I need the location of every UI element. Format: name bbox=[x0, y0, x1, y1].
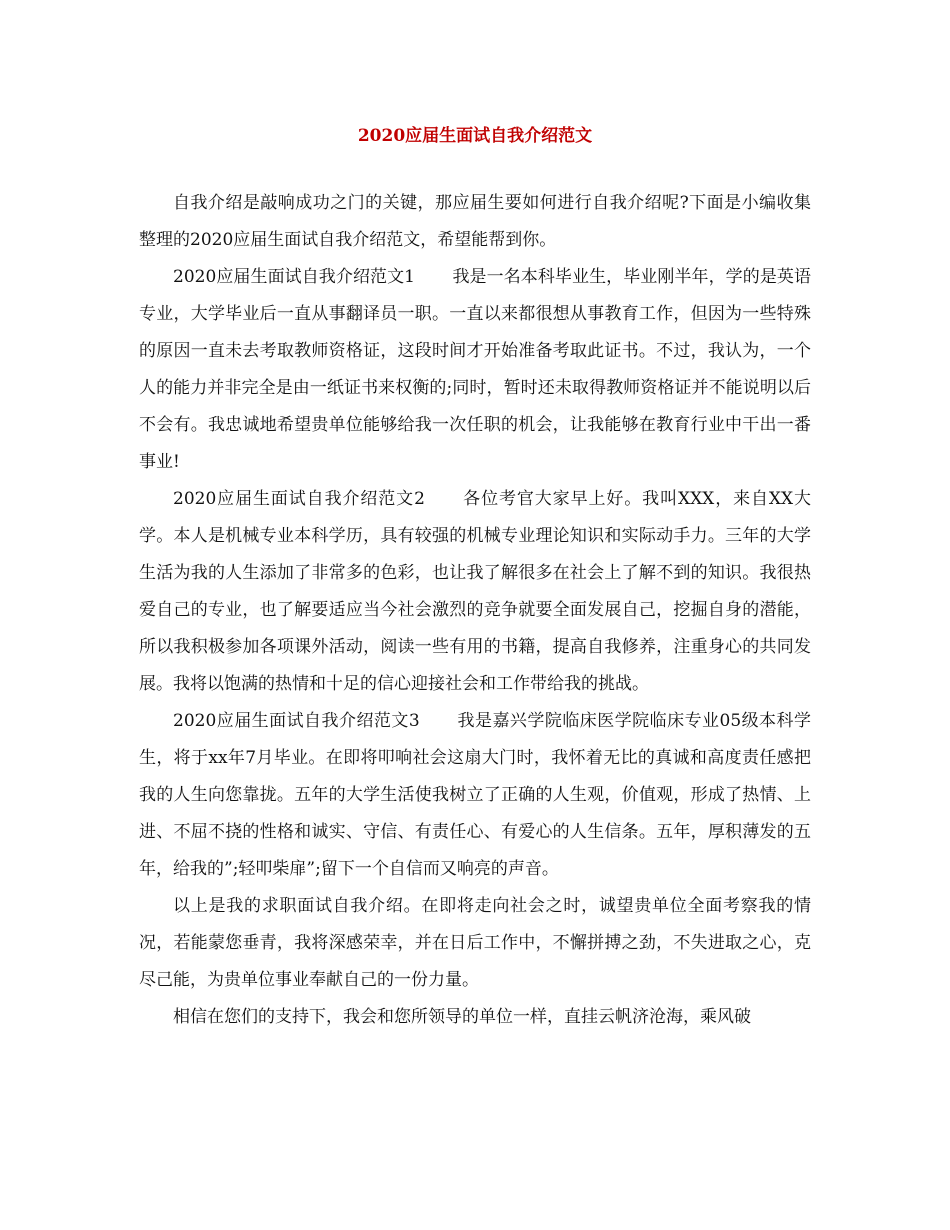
section-paragraph-3 bbox=[139, 703, 811, 888]
section-text-2: 各位考官大家早上好。我叫XXX，来自XX大学。本人是机械专业本科学历，具有较强的机械专业理论知识和实际动手力。三年的大学生活为我的人生添加了非常多的色彩，也让我了解很多在社会上了解不到的知识。我很热爱自己的专业，也了解要适应当今社会激烈的竞争就要全面发展自己，挖掘自身的潜能，所以我积极参加各项课外活动，阅读一些有用的书籍，提高自我修养，注重身心的共同发展。我将以饱满的热情和十足的信心迎接社会和工作带给我的挑战。 bbox=[139, 489, 811, 694]
section-paragraph-2 bbox=[139, 481, 811, 703]
section-label-2: 2020应届生面试自我介绍范文2 bbox=[173, 489, 425, 509]
section-text-1: 我是一名本科毕业生，毕业刚半年，学的是英语专业，大学毕业后一直从事翻译员一职。一直以来都很想从事教育工作，但因为一些特殊的原因一直未去考取教师资格证，这段时间才开始准备考取此证书。不过，我认为，一个人的能力并非完全是由一纸证书来权衡的;同时，暂时还未取得教师资格证并不能说明以后不会有。我忠诚地希望贵单位能够给我一次任职的机会，让我能够在教育行业中干出一番事业! bbox=[139, 267, 811, 472]
closing-paragraph-2: 相信在您们的支持下，我会和您所领导的单位一样，直挂云帆济沧海，乘风破 bbox=[173, 1007, 751, 1027]
document-body bbox=[139, 185, 811, 1036]
closing-paragraph-1: 以上是我的求职面试自我介绍。在即将走向社会之时，诚望贵单位全面考察我的情况，若能蒙您垂青，我将深感荣幸，并在日后工作中，不懈拼搏之劲，不失进取之心，克尽己能，为贵单位事业奉献自己的一份力量。 bbox=[139, 896, 811, 990]
section-text-3: 我是嘉兴学院临床医学院临床专业05级本科学生，将于xx年7月毕业。在即将叩响社会这扇大门时，我怀着无比的真诚和高度责任感把我的人生向您靠拢。五年的大学生活使我树立了正确的人生观，价值观，形成了热情、上进、不屈不挠的性格和诚实、守信、有责任心、有爱心的人生信条。五年，厚积薄发的五年，给我的”;轻叩柴扉”;留下一个自信而又响亮的声音。 bbox=[139, 711, 811, 879]
section-label-1: 2020应届生面试自我介绍范文1 bbox=[173, 267, 415, 287]
document-title: 2020应届生面试自我介绍范文 bbox=[357, 126, 593, 146]
section-paragraph-1 bbox=[139, 259, 811, 481]
section-label-3: 2020应届生面试自我介绍范文3 bbox=[173, 711, 420, 731]
intro-paragraph: 自我介绍是敲响成功之门的关键，那应届生要如何进行自我介绍呢?下面是小编收集整理的2020应届生面试自我介绍范文，希望能帮到你。 bbox=[139, 193, 811, 250]
